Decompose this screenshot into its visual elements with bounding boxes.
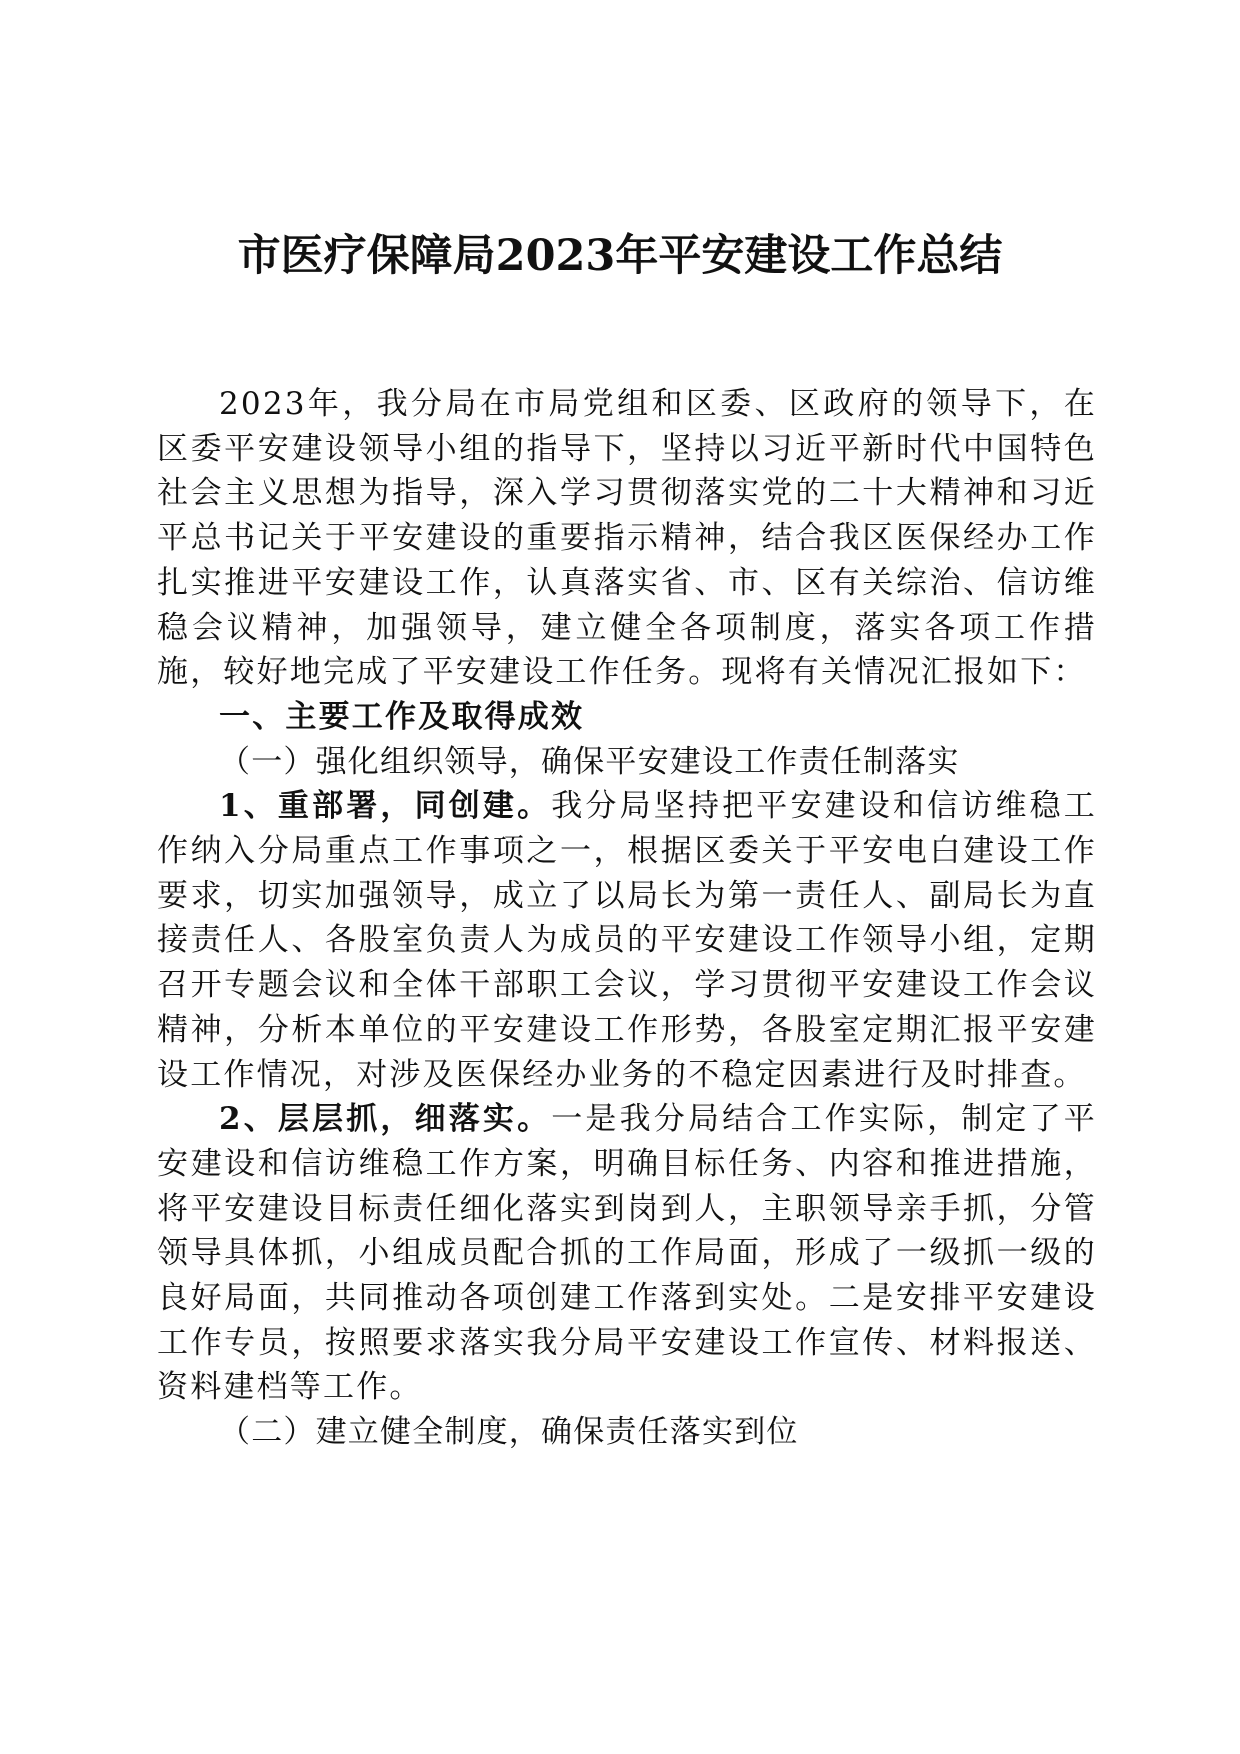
subsection-heading-1: （一）强化组织领导，确保平安建设工作责任制落实 (219, 743, 960, 780)
document-body (157, 382, 1097, 1455)
item-text-2: 一是我分局结合工作实际，制定了平安建设和信访维稳工作方案，明确目标任务、内容和推进措施，将平安建设目标责任细化落实到岗到人，主职领导亲手抓，分管领导具体抓，小组成员配合抓的工作局面，形成了一级抓一级的良好局面，共同推动各项创建工作落到实处。二是安排平安建设工作专员，按照要求落实我分局平安建设工作宣传、材料报送、资料建档等工作。 (157, 1101, 1097, 1406)
item-paragraph-2 (157, 1097, 1097, 1410)
subsection-heading-2: （二）建立健全制度，确保责任落实到位 (219, 1414, 799, 1451)
item-paragraph-1 (157, 784, 1097, 1097)
intro-paragraph: 2023年，我分局在市局党组和区委、区政府的领导下，在区委平安建设领导小组的指导下，坚持以习近平新时代中国特色社会主义思想为指导，深入学习贯彻落实党的二十大精神和习近平总书记关于平安建设的重要指示精神，结合我区医保经办工作扎实推进平安建设工作，认真落实省、市、区有关综治、信访维稳会议精神，加强领导，建立健全各项制度，落实各项工作措施，较好地完成了平安建设工作任务。现将有关情况汇报如下： (157, 386, 1097, 691)
item-lead-1: 1、重部署，同创建。 (219, 788, 552, 825)
item-lead-2: 2、层层抓，细落实。 (219, 1101, 552, 1138)
section-heading-1: 一、主要工作及取得成效 (219, 698, 585, 735)
item-text-1: 我分局坚持把平安建设和信访维稳工作纳入分局重点工作事项之一，根据区委关于平安电白建设工作要求，切实加强领导，成立了以局长为第一责任人、副局长为直接责任人、各股室负责人为成员的平安建设工作领导小组，定期召开专题会议和全体干部职工会议，学习贯彻平安建设工作会议精神，分析本单位的平安建设工作形势，各股室定期汇报平安建设工作情况，对涉及医保经办业务的不稳定因素进行及时排查。 (157, 788, 1097, 1093)
document-title: 市医疗保障局2023年平安建设工作总结 (237, 231, 1003, 281)
